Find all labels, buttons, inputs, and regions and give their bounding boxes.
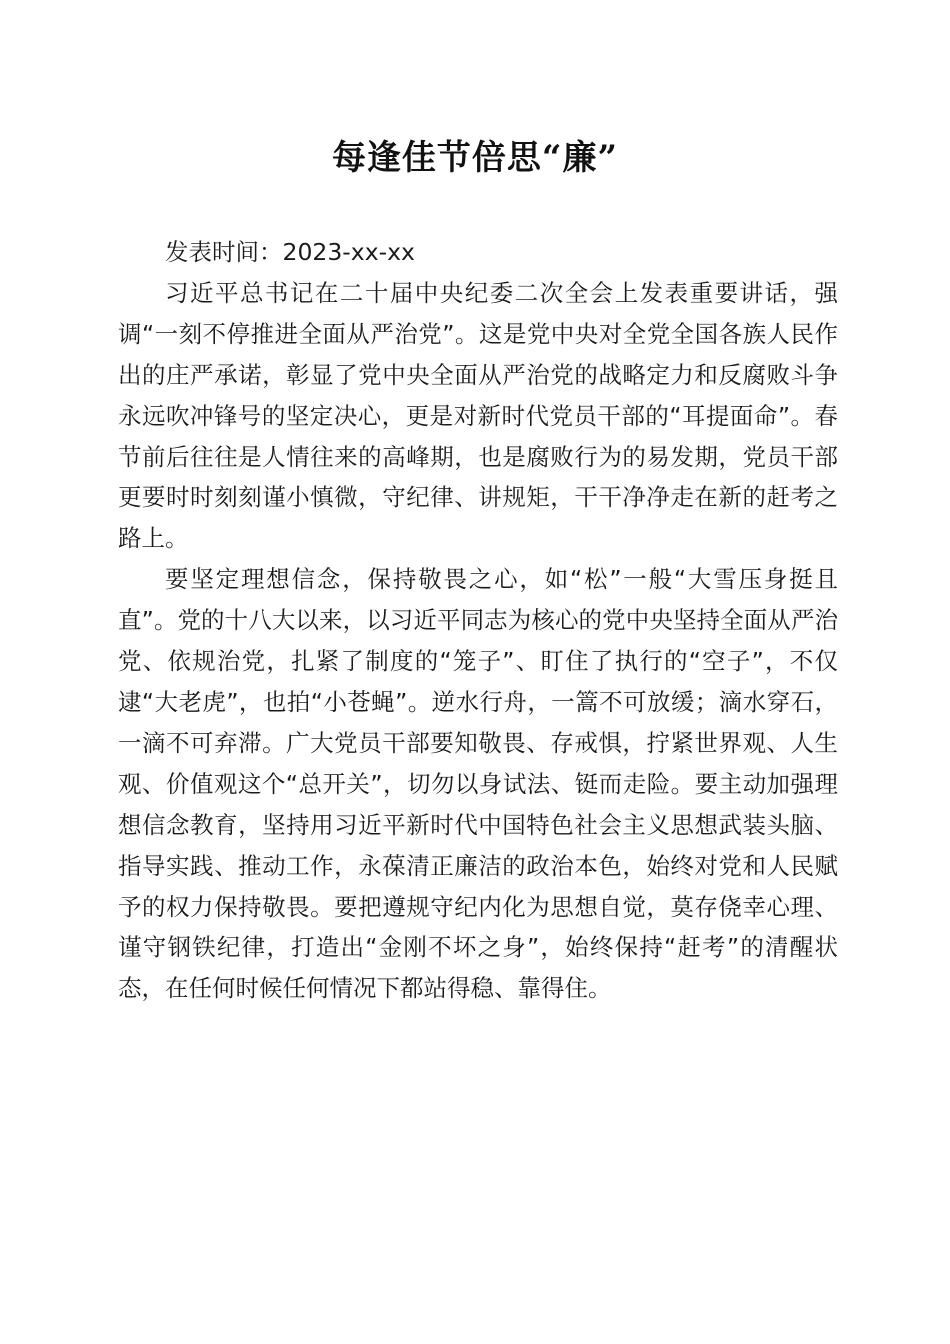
date-line: 发表时间：2023-xx-xx [165, 238, 415, 266]
paragraph-2: 要坚定理想信念，保持敬畏之心，如“松”一般“大雪压身挺且直”。党的十八大以来，以习近平同志为核心的党中央坚持全面从严治党、依规治党，扎紧了制度的“笼子”、盯住了执行的“空子”，不仅逮“大老虎”，也拍“小苍蝇”。逆水行舟，一篙不可放缓；滴水穿石，一滴不可弃滞。广大党员干部要知敬畏、存戒惧，拧紧世界观、人生观、价值观这个“总开关”，切勿以身试法、铤而走险。要主动加强理想信念教育，坚持用习近平新时代中国特色社会主义思想武装头脑、指导实践、推动工作，永葆清正廉洁的政治本色，始终对党和人民赋予的权力保持敬畏。要把遵规守纪内化为思想自觉，莫存侥幸心理、谨守钢铁纪律，打造出“金刚不坏之身”，始终保持“赶考”的清醒状态，在任何时候任何情况下都站得稳、靠得住。 [118, 565, 838, 1003]
document-body [118, 232, 838, 1009]
document-title: 每逢佳节倍思“廉” [331, 138, 619, 178]
paragraph-1: 习近平总书记在二十届中央纪委二次全会上发表重要讲话，强调“一刻不停推进全面从严治党”。这是党中央对全党全国各族人民作出的庄严承诺，彰显了党中央全面从严治党的战略定力和反腐败斗争永远吹冲锋号的坚定决心，更是对新时代党员干部的“耳提面命”。春节前后往往是人情往来的高峰期，也是腐败行为的易发期，党员干部更要时时刻刻谨小慎微，守纪律、讲规矩，干干净净走在新的赶考之路上。 [118, 278, 838, 553]
